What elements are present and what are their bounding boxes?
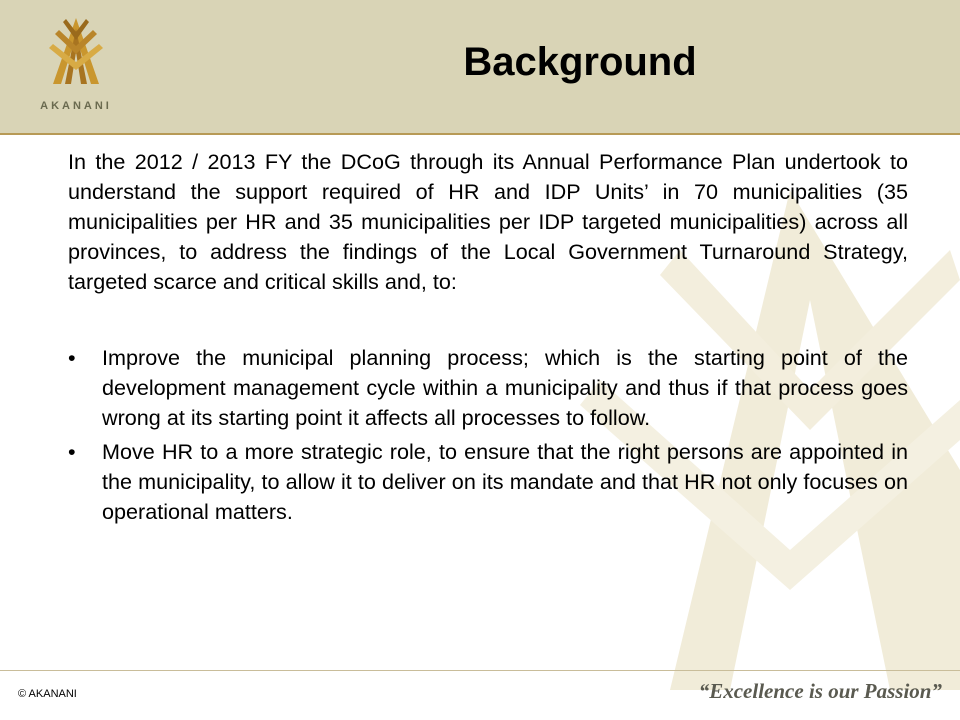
slide-title: Background (463, 40, 697, 84)
intro-paragraph: In the 2012 / 2013 FY the DCoG through its Annual Performance Plan undertook to understand the support required of HR and IDP Units’ in 70 municipalities (35 municipalities per HR and 35 municipalities per IDP targeted municipalities) across all provinces, to address the findings of the Local Government Turnaround Strategy, targeted scarce and critical skills and, to: (68, 149, 908, 294)
footer-divider (0, 670, 960, 671)
bullet-text: Improve the municipal planning process; which is the starting point of the development management cycle within a municipality and thus if that process goes wrong at its starting point it affects all processes to follow. (102, 345, 908, 430)
bullet-list (68, 343, 908, 527)
bullet-item (68, 437, 908, 527)
akanani-logo (35, 14, 117, 122)
header-band (0, 0, 960, 135)
flame-logo-icon (35, 14, 117, 100)
slide-body (68, 147, 908, 531)
logo-text: AKANANI (40, 100, 112, 112)
bullet-text: Move HR to a more strategic role, to ensure that the right persons are appointed in the municipality, to allow it to deliver on its mandate and that HR not only focuses on operational matters. (102, 439, 908, 524)
bullet-item (68, 343, 908, 433)
bullet-symbol: • (68, 439, 76, 464)
footer-copyright: © AKANANI (18, 688, 77, 700)
footer-tagline: “Excellence is our Passion” (698, 679, 942, 703)
bullet-symbol: • (68, 345, 76, 370)
